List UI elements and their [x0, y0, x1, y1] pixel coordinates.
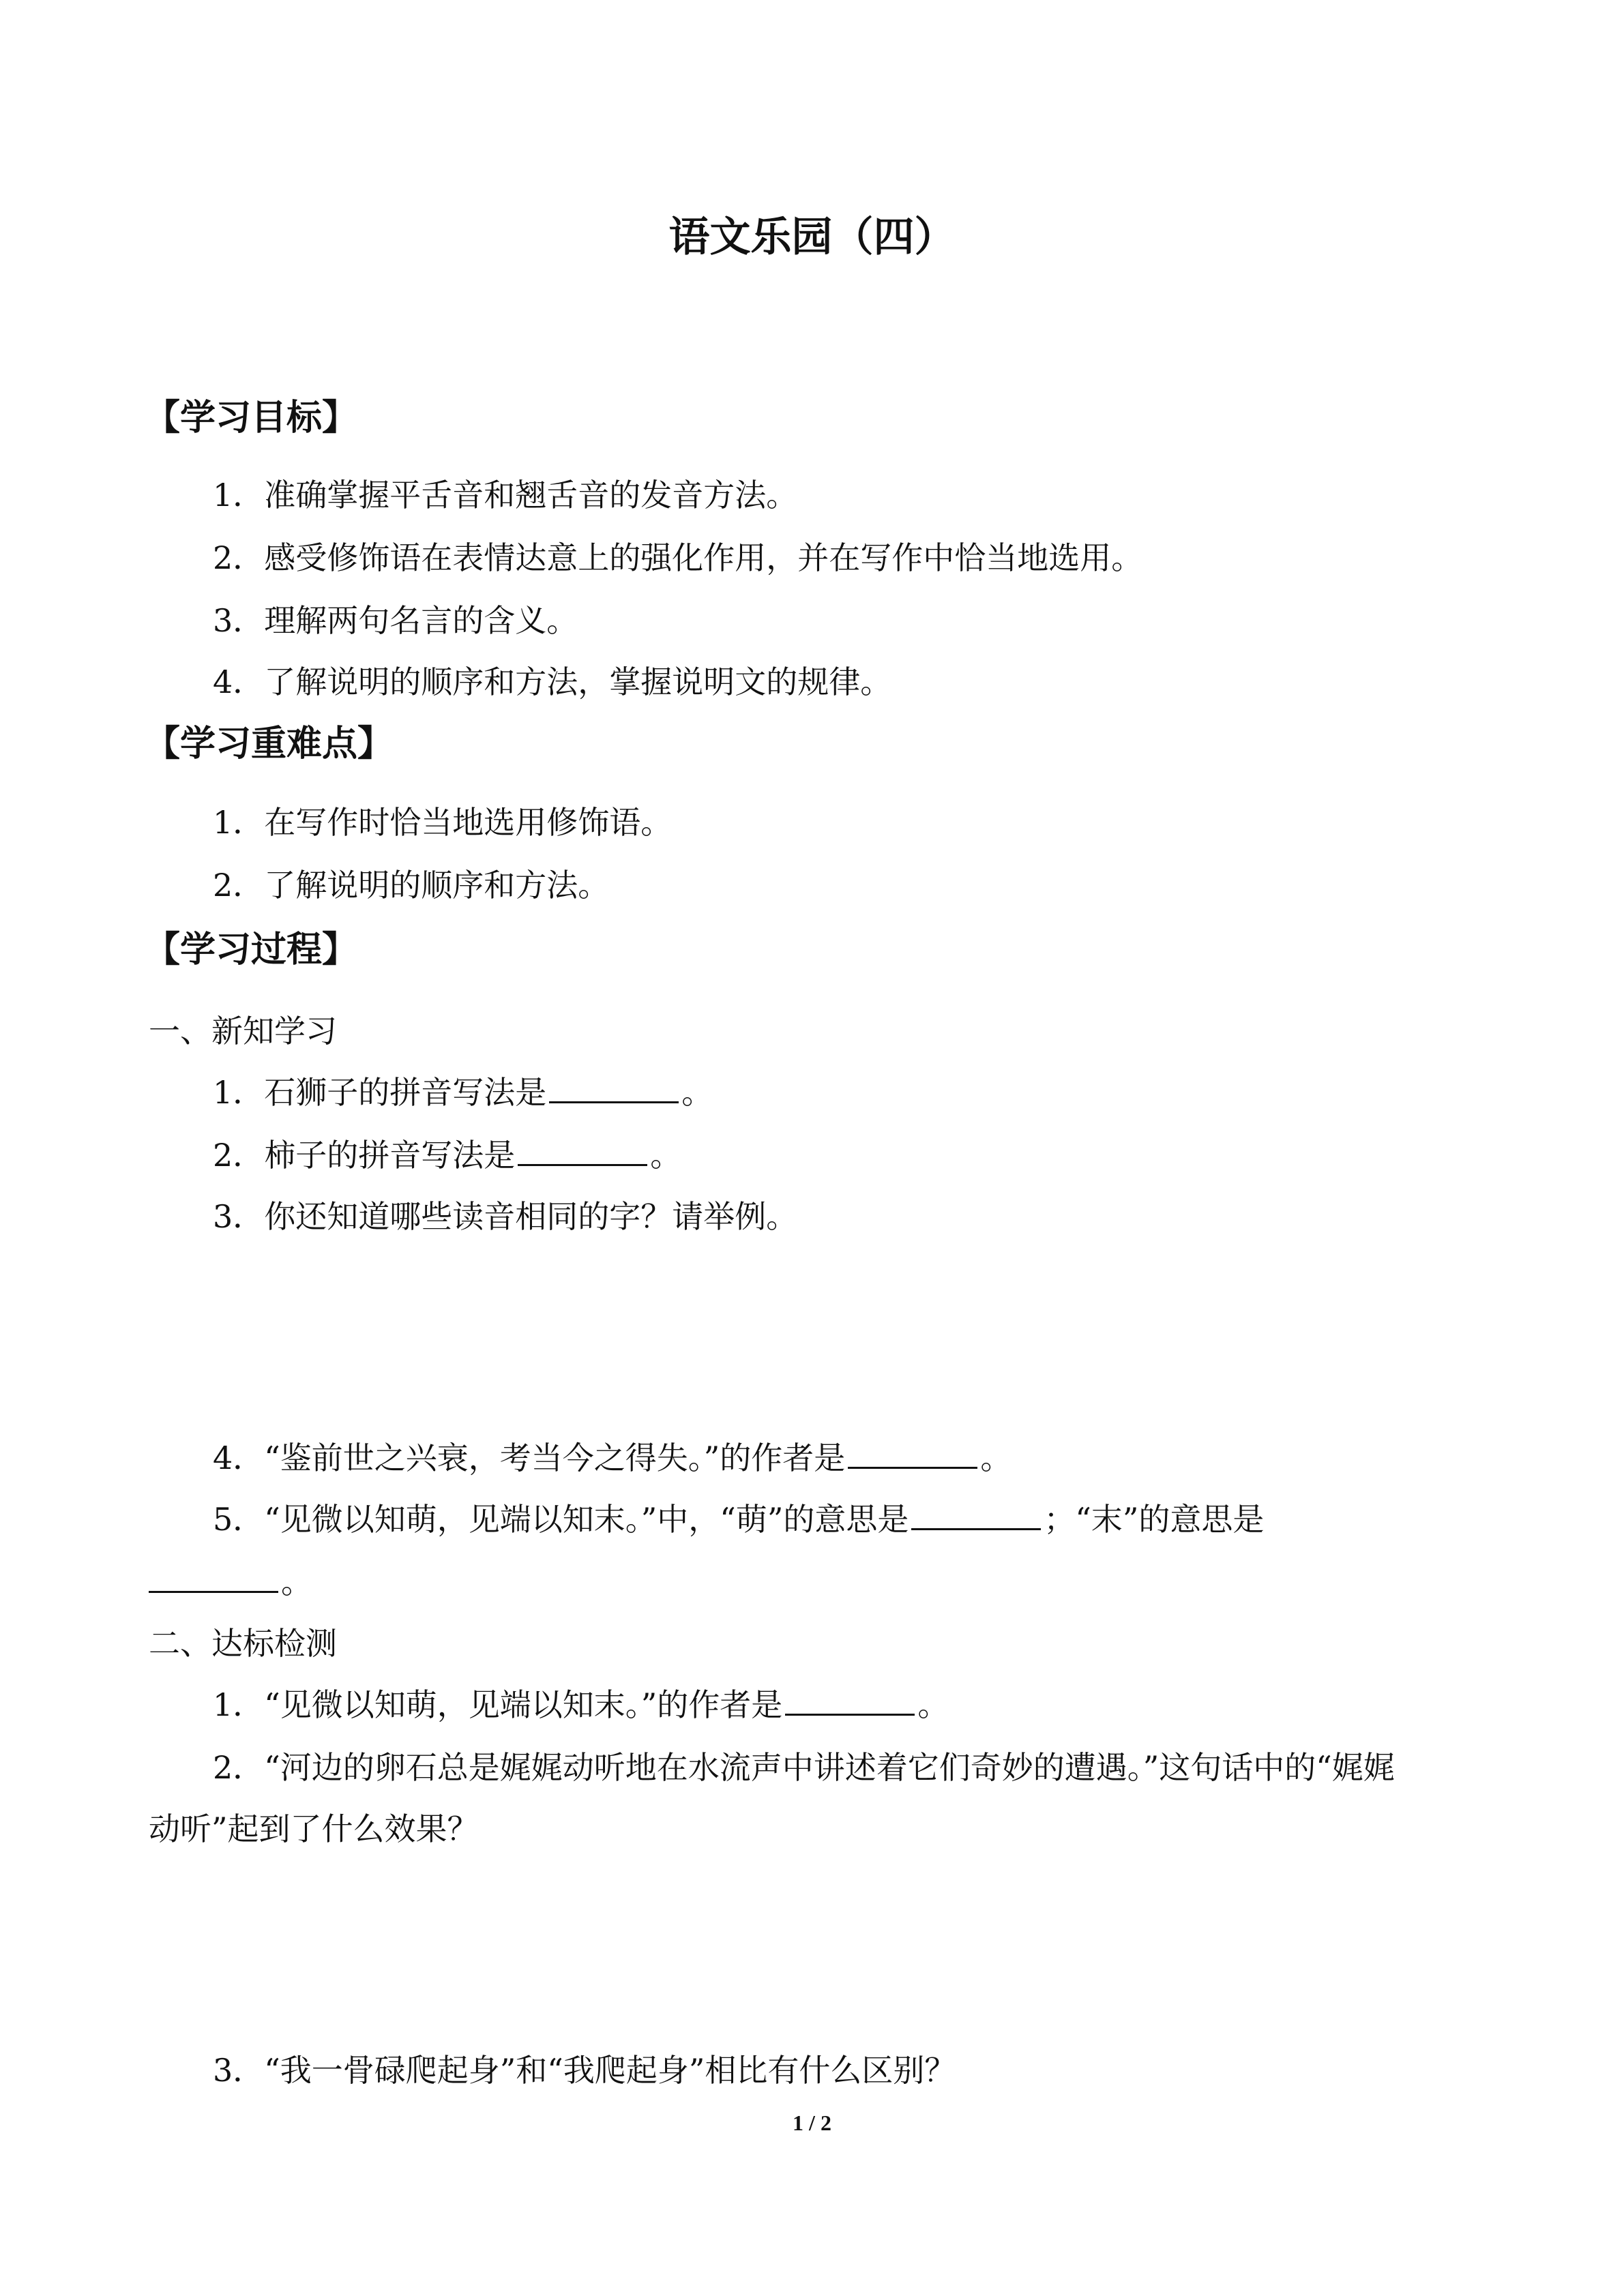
part2-heading: 二、达标检测 — [149, 1625, 337, 1662]
question-text: 1．“见微以知萌，见端以知末。”的作者是 — [213, 1686, 783, 1723]
question-end: 。 — [980, 1440, 1012, 1476]
answer-blank[interactable] — [785, 1686, 915, 1716]
part2-question-2-line-2: 动听”起到了什么效果？ — [149, 1810, 479, 1847]
process-heading: 【学习过程】 — [145, 929, 358, 970]
goal-item-2: 2．感受修饰语在表情达意上的强化作用，并在写作中恰当地选用。 — [213, 539, 1143, 576]
question-end: 。 — [917, 1686, 949, 1723]
question-end: 。 — [281, 1564, 312, 1600]
keypoint-item-1: 1．在写作时恰当地选用修饰语。 — [213, 804, 673, 841]
keypoints-heading: 【学习重难点】 — [145, 724, 394, 764]
page-number: 1 / 2 — [793, 2111, 831, 2135]
part1-heading: 一、新知学习 — [149, 1013, 337, 1049]
keypoint-item-2: 2．了解说明的顺序和方法。 — [213, 867, 610, 904]
part1-question-5 — [213, 1495, 1264, 1540]
goal-item-3: 3．理解两句名言的含义。 — [213, 602, 578, 639]
question-end: 。 — [681, 1074, 713, 1111]
part2-question-3: 3．“我一骨碌爬起身”和“我爬起身”相比有什么区别？ — [213, 2052, 956, 2089]
goals-heading: 【学习目标】 — [145, 398, 358, 438]
goal-item-4: 4．了解说明的顺序和方法，掌握说明文的规律。 — [213, 664, 892, 700]
part1-question-4 — [213, 1433, 1012, 1478]
part1-question-2 — [213, 1131, 681, 1176]
part2-question-2-line-1: 2．“河边的卵石总是娓娓动听地在水流声中讲述着它们奇妙的遭遇。”这句话中的“娓娓 — [213, 1749, 1395, 1786]
question-end: 。 — [650, 1137, 682, 1174]
part1-question-1 — [213, 1068, 713, 1113]
goal-item-1: 1．准确掌握平舌音和翘舌音的发音方法。 — [213, 477, 798, 513]
question-text: 2．柿子的拼音写法是 — [213, 1137, 516, 1174]
question-text-mid: ；“末”的意思是 — [1044, 1501, 1265, 1538]
question-text: 4．“鉴前世之兴衰，考当今之得失。”的作者是 — [213, 1440, 846, 1476]
answer-blank[interactable] — [848, 1440, 977, 1469]
answer-blank[interactable] — [149, 1564, 278, 1593]
part1-question-5-continued — [149, 1557, 312, 1602]
answer-blank[interactable] — [549, 1074, 679, 1103]
document-title: 语文乐园（四） — [668, 213, 956, 261]
question-text: 5．“见微以知萌，见端以知末。”中，“萌”的意思是 — [213, 1501, 909, 1538]
part2-question-1 — [213, 1680, 949, 1725]
part1-question-3: 3．你还知道哪些读音相同的字？请举例。 — [213, 1198, 798, 1235]
answer-blank[interactable] — [911, 1501, 1041, 1530]
question-text: 1．石狮子的拼音写法是 — [213, 1074, 547, 1111]
answer-blank[interactable] — [518, 1137, 647, 1166]
